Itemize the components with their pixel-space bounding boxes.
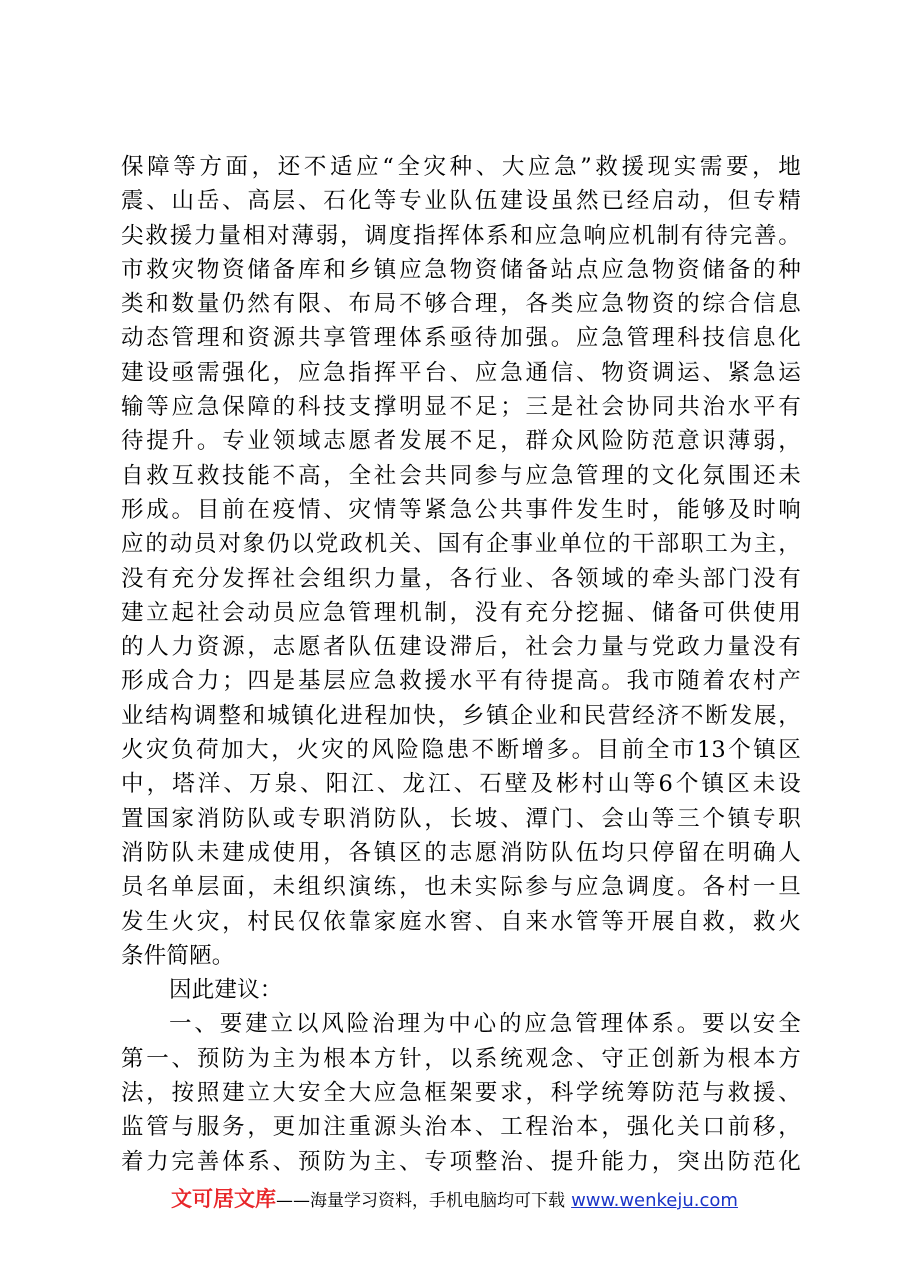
- footer-tagline: ——海量学习资料，手机电脑均可下载: [276, 1191, 566, 1211]
- text-line: 市救灾物资储备库和乡镇应急物资储备站点应急物资储备的种: [121, 256, 801, 283]
- text-line: 形成。目前在疫情、灾情等紧急公共事件发生时，能够及时响: [121, 496, 801, 523]
- text-line: 待提升。专业领域志愿者发展不足，群众风险防范意识薄弱，: [121, 428, 801, 455]
- text-line: 第一、预防为主为根本方针，以系统观念、守正创新为根本方: [121, 1045, 801, 1072]
- text-line: 发生火灾，村民仅依靠家庭水窖、自来水管等开展自救，救火: [121, 908, 801, 935]
- text-line: 类和数量仍然有限、布局不够合理，各类应急物资的综合信息: [121, 291, 801, 318]
- footer-brand: 文可居文库: [171, 1187, 277, 1211]
- paragraph-heading: 因此建议：: [169, 977, 283, 1004]
- text-line: 自救互救技能不高，全社会共同参与应急管理的文化氛围还未: [121, 462, 801, 489]
- text-line: 法，按照建立大安全大应急框架要求，科学统筹防范与救援、: [121, 1080, 801, 1107]
- text-line: 员名单层面，未组织演练，也未实际参与应急调度。各村一旦: [121, 874, 801, 901]
- text-line: 应的动员对象仍以党政机关、国有企事业单位的干部职工为主，: [121, 531, 801, 558]
- text-line: 监管与服务，更加注重源头治本、工程治本，强化关口前移，: [121, 1114, 801, 1141]
- text-line: 火灾负荷加大，火灾的风险隐患不断增多。目前全市13个镇区: [121, 737, 801, 764]
- text-line: 的人力资源，志愿者队伍建设滞后，社会力量与党政力量没有: [121, 634, 801, 661]
- text-line: 消防队未建成使用，各镇区的志愿消防队伍均只停留在明确人: [121, 839, 801, 866]
- text-line: 条件简陋。: [121, 942, 235, 969]
- text-line: 形成合力；四是基层应急救援水平有待提高。我市随着农村产: [121, 668, 801, 695]
- text-line: 中，塔洋、万泉、阳江、龙江、石壁及彬村山等6个镇区未设: [121, 771, 801, 798]
- text-line: 没有充分发挥社会组织力量，各行业、各领域的牵头部门没有: [121, 565, 801, 592]
- text-line: 着力完善体系、预防为主、专项整治、提升能力，突出防范化: [121, 1148, 801, 1175]
- text-line: 尖救援力量相对薄弱，调度指挥体系和应急响应机制有待完善。: [121, 222, 801, 249]
- text-line: 一、要建立以风险治理为中心的应急管理体系。要以安全: [169, 1011, 801, 1038]
- text-line: 建立起社会动员应急管理机制，没有充分挖掘、储备可供使用: [121, 599, 801, 626]
- document-body: [121, 150, 801, 1179]
- text-line: 动态管理和资源共享管理体系亟待加强。应急管理科技信息化: [121, 325, 801, 352]
- text-line: 保障等方面，还不适应“全灾种、大应急”救援现实需要，地: [121, 154, 801, 180]
- footer-banner: [0, 1183, 909, 1213]
- text-line: 震、山岳、高层、石化等专业队伍建设虽然已经启动，但专精: [121, 188, 801, 215]
- text-line: 业结构调整和城镇化进程加快，乡镇企业和民营经济不断发展，: [121, 702, 801, 729]
- footer-link[interactable]: www.wenkeju.com: [571, 1190, 738, 1211]
- text-line: 建设亟需强化，应急指挥平台、应急通信、物资调运、紧急运: [121, 359, 801, 386]
- text-line: 置国家消防队或专职消防队，长坡、潭门、会山等三个镇专职: [121, 805, 801, 832]
- text-line: 输等应急保障的科技支撑明显不足；三是社会协同共治水平有: [121, 394, 801, 421]
